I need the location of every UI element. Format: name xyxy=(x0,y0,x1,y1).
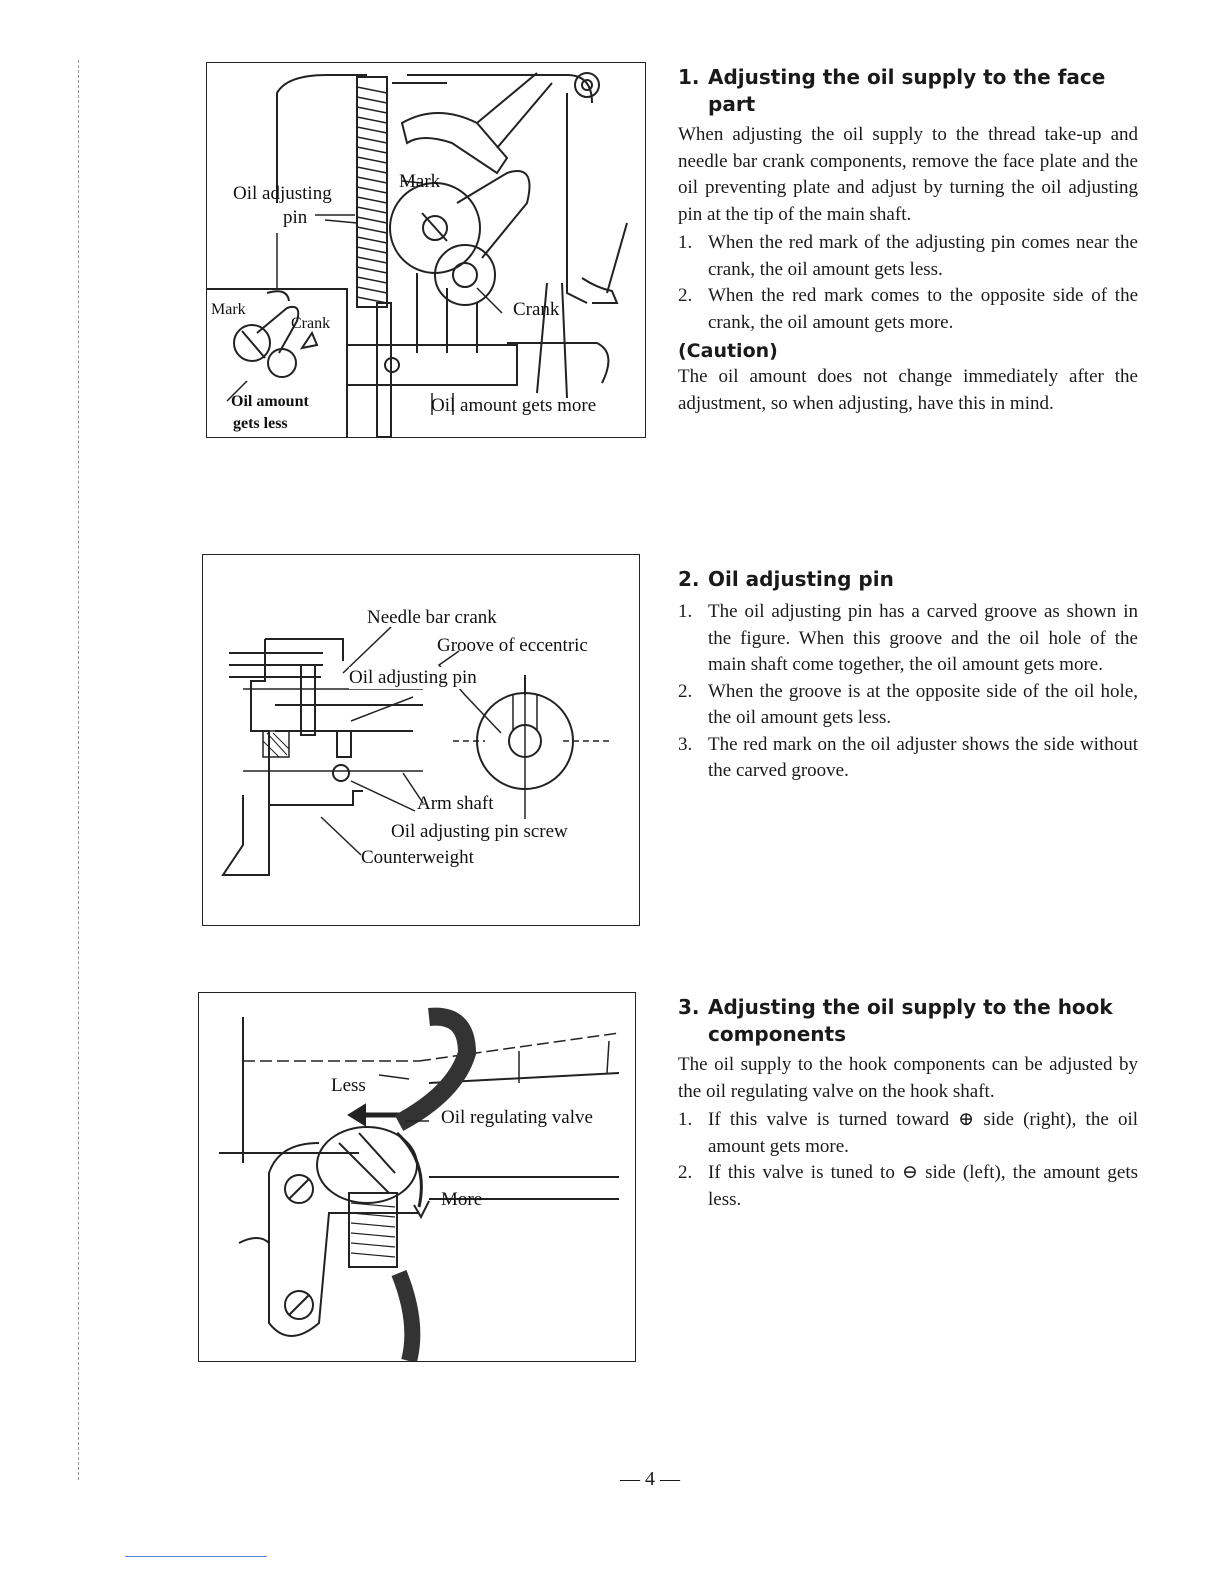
section2-number: 2. xyxy=(678,567,700,591)
section1-title-line1: Adjusting the oil supply to the face xyxy=(708,65,1106,89)
label-oil-adjusting-pin-1: Oil adjusting xyxy=(233,183,332,204)
section3-title-line2: components xyxy=(708,1022,846,1046)
label-inset-crank: Crank xyxy=(291,315,331,332)
list-item: 2. When the groove is at the opposite side of the oil hole, the oil amount gets less. xyxy=(678,680,1138,728)
page-number: — 4 — xyxy=(620,1468,680,1490)
label-inset-mark: Mark xyxy=(211,301,246,318)
label-oil-regulating-valve: Oil regulating valve xyxy=(441,1107,593,1128)
list-item: 1. If this valve is turned toward ⊕ side (right), the oil amount gets more. xyxy=(678,1109,1138,1157)
label-counterweight: Counterweight xyxy=(361,847,474,868)
section3-intro: The oil supply to the hook components can be adjusted by the oil regulating valve on the hook shaft. xyxy=(678,1054,1138,1102)
figure-oil-regulating-valve xyxy=(198,992,636,1362)
section-oil-adjusting-pin xyxy=(678,566,1138,785)
section2-title-line1: Oil adjusting pin xyxy=(708,567,894,591)
figure1-drawing xyxy=(207,63,645,437)
section1-heading xyxy=(678,64,1138,118)
label-oil-adjusting-pin-2: pin xyxy=(283,207,308,228)
label-crank: Crank xyxy=(513,299,560,320)
list-item: 2. If this valve is tuned to ⊖ side (left), the amount gets less. xyxy=(678,1162,1138,1210)
label-oil-amount-less-2: gets less xyxy=(233,415,288,432)
list-item: 1. When the red mark of the adjusting pin comes near the crank, the oil amount gets less. xyxy=(678,232,1138,280)
label-mark: Mark xyxy=(399,171,441,192)
section3-title-line1: Adjusting the oil supply to the hook xyxy=(708,995,1113,1019)
label-groove-of-eccentric: Groove of eccentric xyxy=(437,635,588,656)
label-oil-adjusting-pin-screw: Oil adjusting pin screw xyxy=(391,821,568,842)
label-arm-shaft: Arm shaft xyxy=(417,793,494,814)
footer-rule xyxy=(125,1556,267,1557)
label-needle-bar-crank: Needle bar crank xyxy=(367,607,497,628)
figure-oil-adjusting-pin xyxy=(202,554,640,926)
list-item: 1. The oil adjusting pin has a carved groove as shown in the figure. When this groove and the oil hole of the main shaft come together, the oil amount gets more. xyxy=(678,601,1138,675)
list-item: 3. The red mark on the oil adjuster shows the side without the carved groove. xyxy=(678,733,1138,781)
figure3-drawing xyxy=(199,993,635,1361)
caution-heading: (Caution) xyxy=(678,340,778,362)
label-oil-amount-less-1: Oil amount xyxy=(231,393,309,410)
section3-heading xyxy=(678,994,1138,1048)
section1-list xyxy=(678,230,1138,336)
section3-list xyxy=(678,1107,1138,1213)
margin-guide-line xyxy=(78,60,80,1480)
caution-text: The oil amount does not change immediately after the adjustment, so when adjusting, have this in mind. xyxy=(678,366,1138,414)
section1-title-line2: part xyxy=(708,92,756,116)
list-item: 2. When the red mark comes to the opposite side of the crank, the oil amount gets more. xyxy=(678,285,1138,333)
section-face-part-oil-supply xyxy=(678,64,1138,417)
figure-face-oil-adjust xyxy=(206,62,646,438)
section2-heading xyxy=(678,566,1138,593)
label-less: Less xyxy=(331,1075,366,1096)
label-more: More xyxy=(441,1189,483,1210)
section2-list xyxy=(678,599,1138,785)
section1-intro: When adjusting the oil supply to the thread take-up and needle bar crank components, remove the face plate and the oil preventing plate and adjust by turning the oil adjusting pin at the tip of the main shaft. xyxy=(678,124,1138,225)
section3-number: 3. xyxy=(678,995,700,1019)
label-oil-amount-more: Oil amount gets more xyxy=(431,395,597,416)
section-hook-oil-supply xyxy=(678,994,1138,1213)
label-oil-adjusting-pin: Oil adjusting pin xyxy=(349,667,477,688)
section1-number: 1. xyxy=(678,65,700,89)
